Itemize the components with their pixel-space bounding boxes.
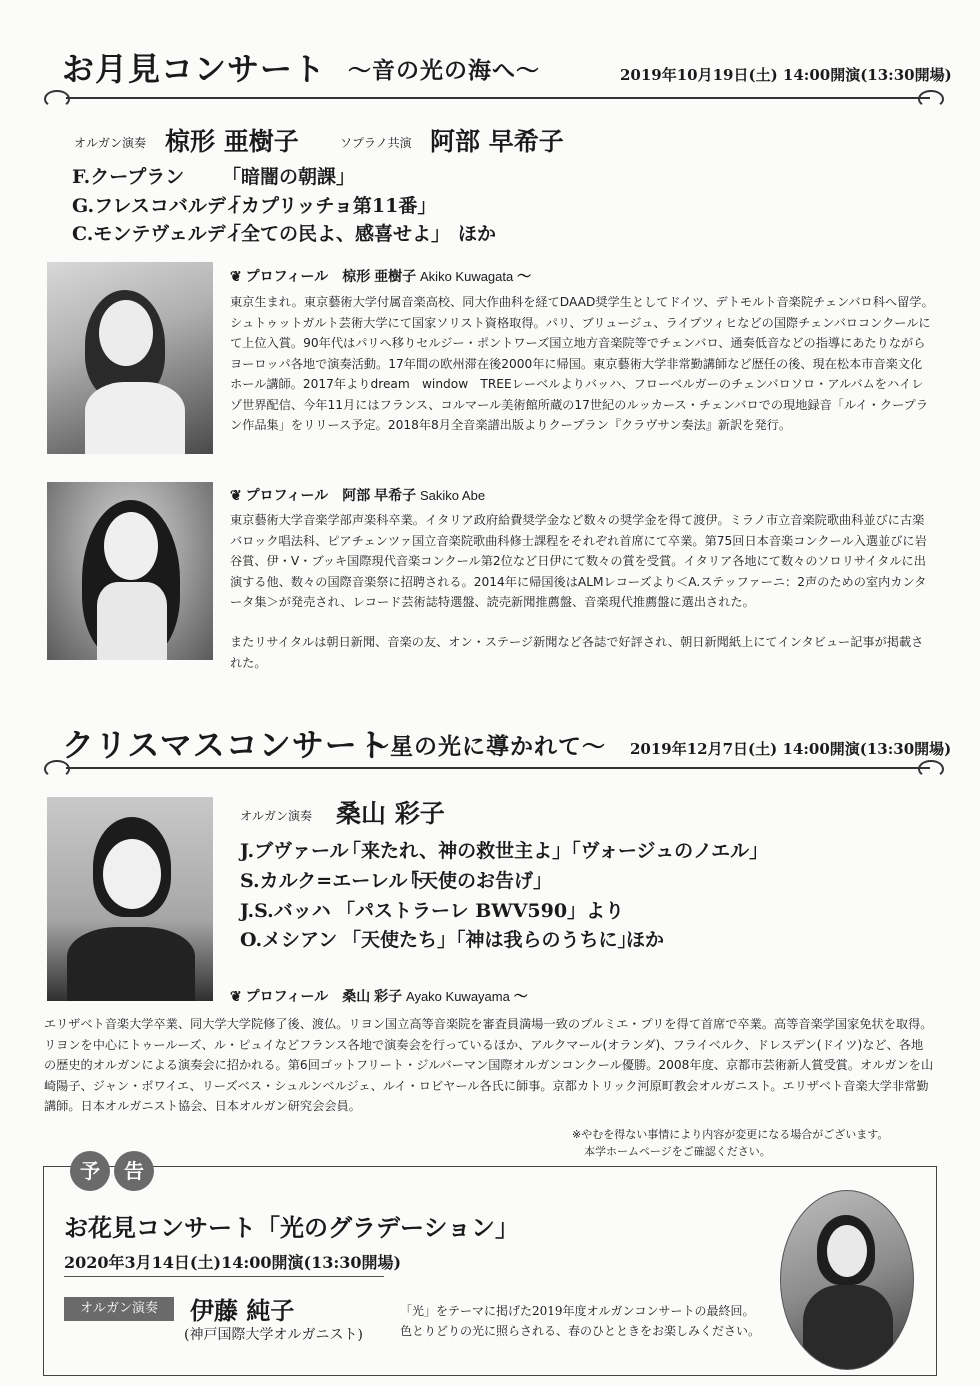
profile-ornament-icon: 〜 xyxy=(517,268,532,284)
photo-ito xyxy=(780,1190,914,1370)
program2-work-3: 「パストラーレ BWV590」より xyxy=(336,900,625,922)
preview-affiliation: (神戸国際大学オルガニスト) xyxy=(184,1327,363,1343)
divider-ornament-right xyxy=(918,760,944,778)
divider-rule xyxy=(66,97,930,99)
concert1-date: 2019年10月19日(土) 14:00開演(13:30開場) xyxy=(620,66,952,84)
concert2-title: クリスマスコンサート xyxy=(62,726,391,764)
preview-role-badge: オルガン演奏 xyxy=(64,1297,174,1321)
concert1-title: お月見コンサート xyxy=(62,50,327,88)
performer-name-abe: 阿部 早希子 xyxy=(430,127,564,156)
divider-ornament-left xyxy=(44,760,70,778)
notice-line-2: 本学ホームページをご確認ください。 xyxy=(584,1145,771,1158)
performer-name-kuwagata: 椋形 亜樹子 xyxy=(165,127,299,156)
program2-work-2: 「天使のお告げ」 xyxy=(400,870,553,892)
preview-badge-2: 告 xyxy=(114,1151,154,1191)
program-composer-2: G.フレスコバルディ xyxy=(72,195,244,217)
preview-desc-1: 「光」をテーマに掲げた2019年度オルガンコンサートの最終回。 xyxy=(400,1304,755,1318)
performer-role-organ-2: オルガン演奏 xyxy=(240,809,313,823)
preview-date: 2020年3月14日(土)14:00開演(13:30開場) xyxy=(64,1253,402,1272)
preview-desc-2: 色とりどりの光に照らされる、春のひとときをお楽しみください。 xyxy=(400,1324,761,1338)
photo-kuwayama xyxy=(47,797,213,1001)
performer-name-kuwayama: 桑山 彩子 xyxy=(336,799,445,828)
profile-ornament-icon: ❦ xyxy=(230,988,242,1004)
notice-line-1: ※やむを得ない事情により内容が変更になる場合がございます。 xyxy=(572,1128,889,1141)
program2-composer-2: S.カルク=エーレルト xyxy=(240,870,427,892)
program-work-2: 「カプリッチョ第11番」 xyxy=(222,195,437,217)
program2-composer-3: J.S.バッハ xyxy=(240,900,331,922)
profile-ornament-icon: ❦ xyxy=(230,487,242,503)
profile-ornament-icon: 〜 xyxy=(513,988,528,1004)
performer-role-organ: オルガン演奏 xyxy=(74,136,147,150)
program2-extra: ほか xyxy=(626,929,665,951)
program-work-1: 「暗闇の朝課」 xyxy=(222,166,356,188)
photo-abe xyxy=(47,482,213,660)
preview-badge-1: 予 xyxy=(70,1151,110,1191)
concert2-date: 2019年12月7日(土) 14:00開演(13:30開場) xyxy=(630,740,952,758)
profile1-text: 東京生まれ。東京藝術大学付属音楽高校、同大作曲科を経てDAAD奨学生としてドイツ、デトモルト音楽院チェンバロ科へ留学。シュトゥットガルト芸術大学にて国家ソリスト資格取得。パリ、ブリュージュ、ライプツィヒなどの国際チェンバロコンクールにて上位入賞。90年代はパリへ移りセルジー・ポントワーズ国立地方音楽院等でチェンバロ、通奏低音などの指導にあたりながらヨーロッパ各地で演奏活動。17年間の欧州滞在後2000年に帰国。東京藝術大学非常勤講師など歴任の後、現在松本市音楽文化ホール講師。2017年よりdream window TREEレーベルよりバッハ、フローベルガーのチェンバロソロ・アルバムをハイレゾ世界配信、今年11月にはフランス、コルマール美術館所蔵の17世紀のルッカース・チェンバロでの現地録音「ルイ・クープラン作品集」をリリース予定。2018年8月全音楽譜出版よりクープラン『クラヴサン奏法』新訳を発行。 xyxy=(230,295,934,432)
concert2-subtitle: ～星の光に導かれて～ xyxy=(366,733,606,760)
profile-ornament-icon: ❦ xyxy=(230,268,242,284)
profile3-text: エリザベト音楽大学卒業、同大学大学院修了後、渡仏。リヨン国立高等音楽院を審査員満場一致のプルミエ・プリを得て首席で卒業。高等音楽学国家免状を取得。リヨンを中心にトゥールーズ、ル・ピュイなどフランス各地で演奏会を行っているほか、アルクマール(オランダ)、フライベルク、ドレスデン(ドイツ)など、各地の歴史的オルガンによる演奏会に招かれる。第6回ゴットフリート・ジルバーマン国際オルガンコンクール優勝。2008年度、京都市芸術新人賞受賞。オルガンを山崎陽子、ジャン・ボワイエ、リーズベス・シュルンベルジェ、ルイ・ロビヤール各氏に師事。京都カトリック河原町教会オルガニスト。エリザベト音楽大学非常勤講師。日本オルガニスト協会、日本オルガン研究会会員。 xyxy=(44,1017,934,1113)
program-composer-1: F.クープラン xyxy=(72,166,185,188)
divider-ornament-left xyxy=(44,90,70,108)
program2-composer-4: O.メシアン xyxy=(240,929,338,951)
profile2-heading: ❦ プロフィール 阿部 早希子 Sakiko Abe xyxy=(230,487,486,503)
profile2-text: 東京藝術大学音楽学部声楽科卒業。イタリア政府給費奨学金など数々の奨学金を得て渡伊。ミラノ市立音楽院歌曲科並びに古楽バロック唱法科、ピアチェンツァ国立音楽院歌曲科修士課程をそれぞれ首席にて卒業。第75回日本音楽コンクール入選並びに岩谷賞、伊・V・ブッキ国際現代音楽コンクール第2位など日伊にて数々の賞を受賞。イタリア各地にて数々のソロリサイタルに出演する他、数々の国際音楽祭に招聘される。2014年に帰国後はALMレコーズより＜A.ステッファーニ：2声のための室内カンタータ集＞が発売され、レコード芸術誌特選盤、読売新聞推薦盤、音楽現代推薦盤に選出された。 xyxy=(230,513,927,609)
program2-work-4: 「天使たち」「神は我らのうちに」 xyxy=(342,929,637,951)
performer-role-soprano: ソプラノ共演 xyxy=(340,136,412,150)
concert1-subtitle: ～音の光の海へ～ xyxy=(348,57,540,84)
preview-title: お花見コンサート「光のグラデーション」 xyxy=(64,1213,520,1242)
program-extra: ほか xyxy=(458,223,497,245)
preview-name: 伊藤 純子 xyxy=(190,1296,295,1325)
program2-work-1: 「来たれ、神の救世主よ」「ヴォージュのノエル」 xyxy=(342,840,769,862)
program2-composer-1: J.ブヴァール xyxy=(240,840,349,862)
divider-rule xyxy=(66,767,930,769)
divider-ornament-right xyxy=(918,90,944,108)
profile3-heading: ❦ プロフィール 桑山 彩子 Ayako Kuwayama 〜 xyxy=(230,988,528,1004)
program-composer-3: C.モンテヴェルディ xyxy=(72,223,244,245)
photo-kuwagata xyxy=(47,262,213,454)
preview-rule xyxy=(64,1276,384,1277)
profile1-heading: ❦ プロフィール 椋形 亜樹子 Akiko Kuwagata 〜 xyxy=(230,268,532,284)
profile2-text-2: またリサイタルは朝日新聞、音楽の友、オン・ステージ新聞など各誌で好評され、朝日新聞紙上にてインタビュー記事が掲載された。 xyxy=(230,635,924,670)
program-work-3: 「全ての民よ、感喜せよ」 xyxy=(222,223,451,245)
